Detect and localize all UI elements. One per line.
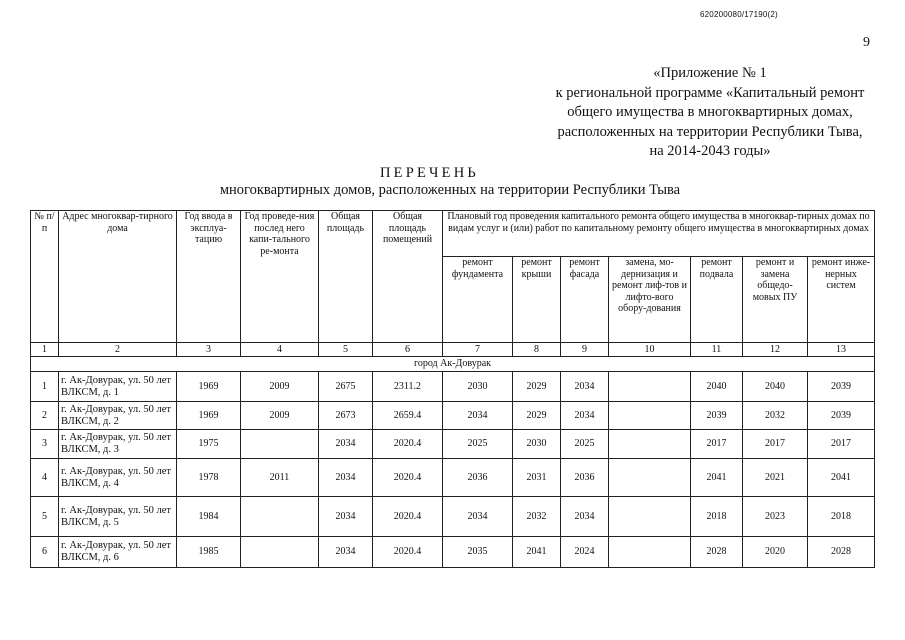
row-last-repair: 2011 [241, 459, 319, 497]
row-engineering: 2039 [808, 372, 875, 402]
row-meters: 2040 [743, 372, 808, 402]
city-group-label: город Ак-Довурак [31, 357, 875, 372]
row-engineering: 2017 [808, 430, 875, 459]
header-year-last-repair: Год проведе-ния послед него капи-тального ре-монта [241, 211, 319, 343]
header-premises-area: Общая площадь помещений [373, 211, 443, 343]
row-number: 2 [31, 402, 59, 430]
row-basement: 2039 [691, 402, 743, 430]
document-code: 620200080/17190(2) [700, 10, 778, 19]
column-number: 8 [513, 343, 561, 357]
row-foundation: 2025 [443, 430, 513, 459]
table-row [31, 459, 875, 497]
row-meters: 2023 [743, 497, 808, 537]
row-premises-area: 2020.4 [373, 497, 443, 537]
row-last-repair [241, 497, 319, 537]
header-year-commission: Год ввода в эксплуа-тацию [177, 211, 241, 343]
row-address: г. Ак-Довурак, ул. 50 лет ВЛКСМ, д. 2 [59, 402, 177, 430]
appendix-line: «Приложение № 1 [653, 65, 767, 81]
column-number: 13 [808, 343, 875, 357]
row-total-area: 2034 [319, 430, 373, 459]
column-number: 9 [561, 343, 609, 357]
header-address: Адрес многоквар-тирного дома [59, 211, 177, 343]
header-elevators: замена, мо-дернизация и ремонт лиф-тов и лифто-вого обору-дования [609, 257, 691, 343]
column-number: 2 [59, 343, 177, 357]
row-basement: 2040 [691, 372, 743, 402]
table-row [31, 497, 875, 537]
column-number: 3 [177, 343, 241, 357]
row-basement: 2018 [691, 497, 743, 537]
row-last-repair [241, 537, 319, 568]
row-premises-area: 2311.2 [373, 372, 443, 402]
appendix-heading [520, 64, 900, 162]
row-foundation: 2034 [443, 497, 513, 537]
row-total-area: 2675 [319, 372, 373, 402]
row-number: 6 [31, 537, 59, 568]
row-facade: 2036 [561, 459, 609, 497]
row-year-commission: 1969 [177, 372, 241, 402]
row-engineering: 2018 [808, 497, 875, 537]
row-meters: 2017 [743, 430, 808, 459]
column-number: 6 [373, 343, 443, 357]
row-foundation: 2034 [443, 402, 513, 430]
row-meters: 2032 [743, 402, 808, 430]
row-engineering: 2041 [808, 459, 875, 497]
column-number: 5 [319, 343, 373, 357]
appendix-line: общего имущества в многоквартирных домах, [567, 104, 853, 120]
header-meters: ремонт и замена общедо-мовых ПУ [743, 257, 808, 343]
header-foundation: ремонт фундамента [443, 257, 513, 343]
row-roof: 2029 [513, 402, 561, 430]
row-facade: 2024 [561, 537, 609, 568]
table-row [31, 402, 875, 430]
row-roof: 2032 [513, 497, 561, 537]
page-number: 9 [863, 35, 870, 50]
row-address: г. Ак-Довурак, ул. 50 лет ВЛКСМ, д. 4 [59, 459, 177, 497]
row-premises-area: 2020.4 [373, 537, 443, 568]
row-year-commission: 1985 [177, 537, 241, 568]
row-roof: 2030 [513, 430, 561, 459]
row-foundation: 2035 [443, 537, 513, 568]
header-roof: ремонт крыши [513, 257, 561, 343]
row-elevators [609, 497, 691, 537]
row-last-repair: 2009 [241, 372, 319, 402]
row-elevators [609, 402, 691, 430]
column-number: 12 [743, 343, 808, 357]
column-number: 7 [443, 343, 513, 357]
row-basement: 2028 [691, 537, 743, 568]
row-number: 5 [31, 497, 59, 537]
row-elevators [609, 459, 691, 497]
header-facade: ремонт фасада [561, 257, 609, 343]
row-address: г. Ак-Довурак, ул. 50 лет ВЛКСМ, д. 5 [59, 497, 177, 537]
row-address: г. Ак-Довурак, ул. 50 лет ВЛКСМ, д. 3 [59, 430, 177, 459]
row-last-repair: 2009 [241, 402, 319, 430]
row-engineering: 2039 [808, 402, 875, 430]
row-facade: 2025 [561, 430, 609, 459]
header-num: № п/п [31, 211, 59, 343]
row-facade: 2034 [561, 402, 609, 430]
row-elevators [609, 430, 691, 459]
row-number: 1 [31, 372, 59, 402]
row-total-area: 2034 [319, 537, 373, 568]
appendix-line: к региональной программе «Капитальный ремонт [555, 84, 865, 101]
row-last-repair [241, 430, 319, 459]
row-year-commission: 1975 [177, 430, 241, 459]
column-number: 11 [691, 343, 743, 357]
row-engineering: 2028 [808, 537, 875, 568]
header-basement: ремонт подвала [691, 257, 743, 343]
row-year-commission: 1978 [177, 459, 241, 497]
row-total-area: 2034 [319, 497, 373, 537]
row-number: 3 [31, 430, 59, 459]
row-premises-area: 2020.4 [373, 430, 443, 459]
table-row [31, 430, 875, 459]
row-roof: 2031 [513, 459, 561, 497]
document-title: ПЕРЕЧЕНЬ [380, 165, 479, 181]
row-year-commission: 1969 [177, 402, 241, 430]
row-foundation: 2030 [443, 372, 513, 402]
document-subtitle: многоквартирных домов, расположенных на территории Республики Тыва [219, 182, 681, 198]
row-facade: 2034 [561, 372, 609, 402]
row-basement: 2017 [691, 430, 743, 459]
row-meters: 2020 [743, 537, 808, 568]
header-engineering: ремонт инже-нерных систем [808, 257, 875, 343]
row-total-area: 2673 [319, 402, 373, 430]
row-address: г. Ак-Довурак, ул. 50 лет ВЛКСМ, д. 6 [59, 537, 177, 568]
header-total-area: Общая площадь [319, 211, 373, 343]
row-elevators [609, 537, 691, 568]
row-premises-area: 2659.4 [373, 402, 443, 430]
row-address: г. Ак-Довурак, ул. 50 лет ВЛКСМ, д. 1 [59, 372, 177, 402]
row-number: 4 [31, 459, 59, 497]
row-year-commission: 1984 [177, 497, 241, 537]
row-elevators [609, 372, 691, 402]
row-total-area: 2034 [319, 459, 373, 497]
row-basement: 2041 [691, 459, 743, 497]
row-roof: 2029 [513, 372, 561, 402]
row-facade: 2034 [561, 497, 609, 537]
table-row [31, 372, 875, 402]
row-roof: 2041 [513, 537, 561, 568]
row-foundation: 2036 [443, 459, 513, 497]
column-number: 1 [31, 343, 59, 357]
table-row [31, 537, 875, 568]
column-number: 4 [241, 343, 319, 357]
header-planned-group: Плановый год проведения капитального ремонта общего имущества в многоквар-тирных домах по видам услуг и (или) работ по капитальному ремонту общего имущества в многоквартирных домах [443, 211, 875, 257]
appendix-line: на 2014-2043 годы» [649, 143, 771, 159]
appendix-line: расположенных на территории Республики Тыва, [557, 123, 863, 140]
row-meters: 2021 [743, 459, 808, 497]
column-number: 10 [609, 343, 691, 357]
column-number-row [31, 343, 875, 357]
row-premises-area: 2020.4 [373, 459, 443, 497]
buildings-table [30, 210, 875, 568]
